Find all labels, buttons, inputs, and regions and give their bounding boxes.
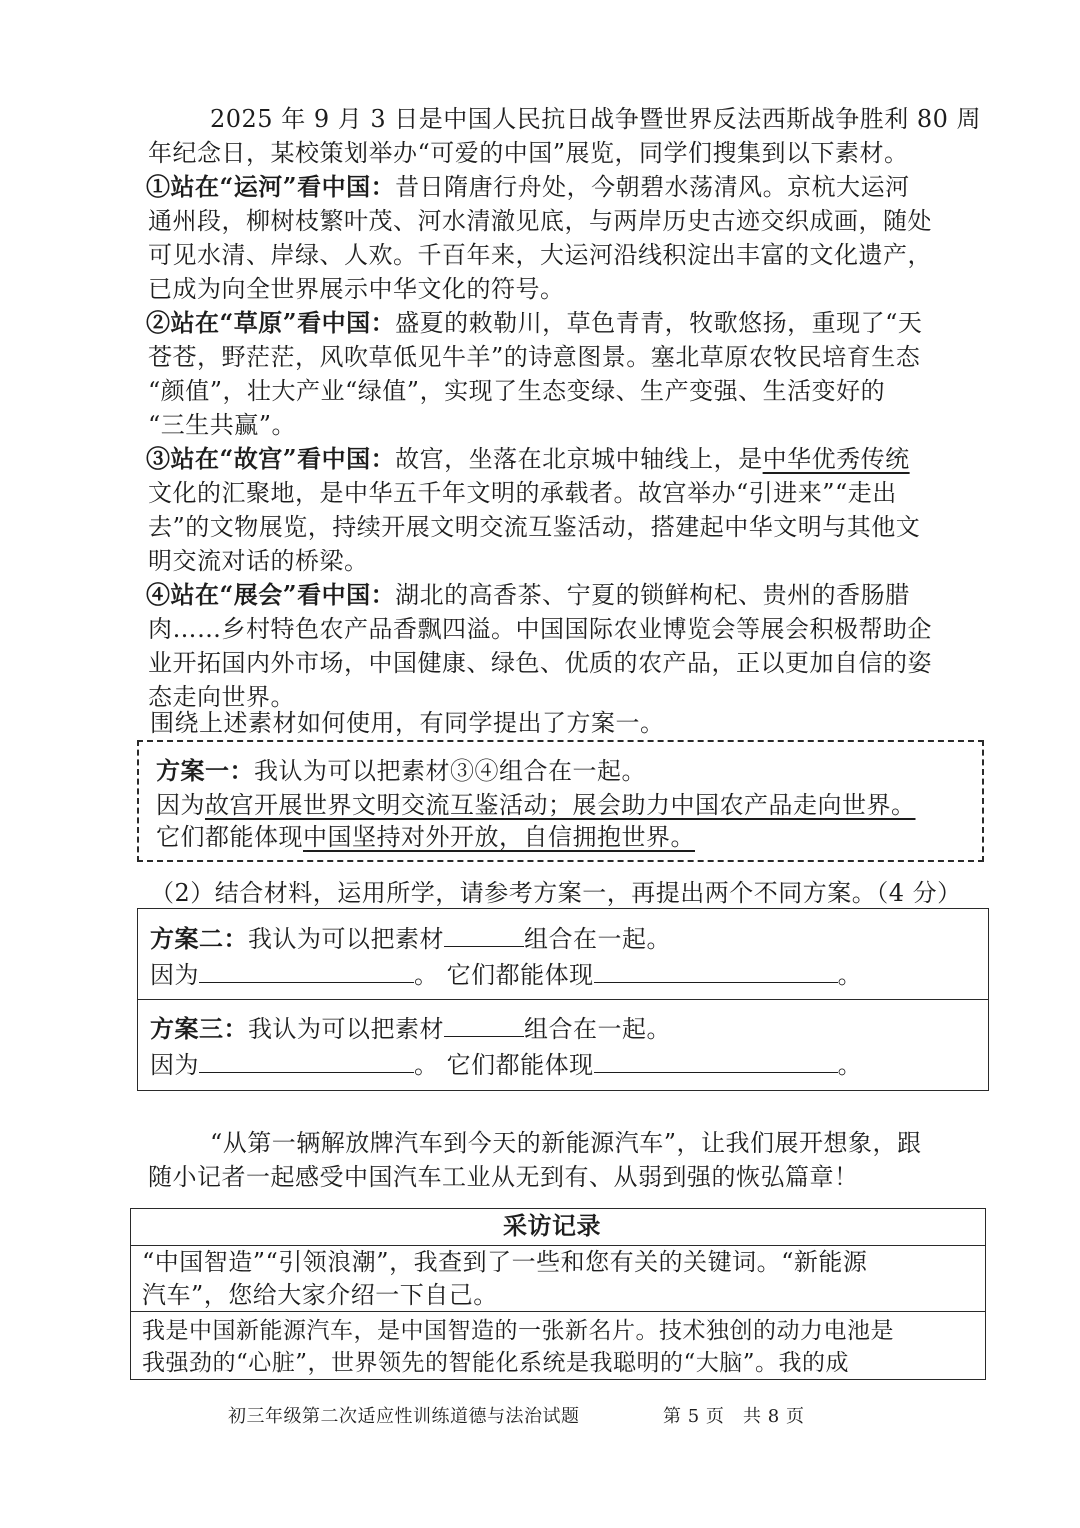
plan-1-conclusion: 中国坚持对外开放，自信拥抱世界。 [303,823,695,851]
material-1-text-1: 昔日隋唐行舟处，今朝碧水荡清风。京杭大运河 [395,173,910,201]
plan-2-materials-blank[interactable] [444,924,524,947]
material-4-text-1: 湖北的高香茶、宁夏的锁鲜枸杞、贵州的香肠腊 [395,581,910,609]
material-4-line-2: 肉……乡村特色农产品香飘四溢。中国国际农业博览会等展会积极帮助企 [148,615,932,643]
plan-1-line-1 [156,756,646,786]
material-1-line-1 [146,172,910,202]
plan-3-reflect: 。 它们都能体现 [414,1051,594,1079]
material-1-line-2: 通州段，柳树枝繁叶茂、河水清澈见底，与两岸历史古迹交织成画，随处 [148,207,932,235]
plan-3-text-2: 组合在一起。 [524,1015,671,1043]
passage-line-1: “从第一辆解放牌汽车到今天的新能源汽车”，让我们展开想象，跟 [210,1129,922,1157]
material-2-title: ②站在“草原”看中国： [146,308,396,337]
plan-3-line-1 [150,1014,671,1044]
material-2-line-3: “颜值”，壮大产业“绿值”，实现了生态变绿、生产变强、生活变好的 [148,377,886,405]
plan-1-reason: 故宫开展世界文明交流互鉴活动；展会助力中国农产品走向世界。 [205,791,916,819]
material-3-line-1 [146,444,910,474]
interview-question-line-1: “中国智造”“引领浪潮”，我查到了一些和您有关的关键词。“新能源 [142,1248,868,1276]
material-4-line-4: 态走向世界。 [148,683,295,711]
plan-3-reason-blank[interactable] [199,1050,414,1073]
interview-title: 采访记录 [503,1211,601,1240]
material-1-line-4: 已成为向全世界展示中华文化的符号。 [148,275,565,303]
material-2-text-1: 盛夏的敕勒川，草色青青，牧歌悠扬，重现了“天 [395,309,923,337]
plan-3-materials-blank[interactable] [444,1014,524,1037]
plan-2-title: 方案二： [150,924,248,953]
plan-2-end: 。 [837,961,863,989]
plan-1-line-2 [156,790,916,820]
plan-3-title: 方案三： [150,1014,248,1043]
material-3-line-4: 明交流对话的桥梁。 [148,547,369,575]
material-1-title: ①站在“运河”看中国： [146,172,396,201]
material-3-underlined-text: 中华优秀传统 [762,445,910,473]
plan-3-end: 。 [837,1051,863,1079]
material-2-line-1 [146,308,922,338]
plan-2-conclusion-blank[interactable] [594,960,838,983]
passage-line-2: 随小记者一起感受中国汽车工业从无到有、从弱到强的恢弘篇章！ [148,1163,859,1191]
footer-page-number: 第 5 页 共 8 页 [663,1406,805,1427]
material-3-title: ③站在“故宫”看中国： [146,444,396,473]
material-3-line-3: 去”的文物展览，持续开展文明交流互鉴活动，搭建起中华文明与其他文 [148,513,921,541]
plan-2-reflect: 。 它们都能体现 [414,961,594,989]
plan-3-line-2 [150,1050,862,1080]
material-3-line-2: 文化的汇聚地，是中华五千年文明的承载者。故宫举办“引进来”“走出 [148,479,897,507]
plan-1-text-1: 我认为可以把素材③④组合在一起。 [254,757,646,785]
interview-divider-2 [131,1311,985,1312]
material-2-line-4: “三生共赢”。 [148,411,297,439]
intro-line-1: 2025 年 9 月 3 日是中国人民抗日战争暨世界反法西斯战争胜利 80 周 [210,105,982,133]
material-1-line-3: 可见水清、岸绿、人欢。千百年来，大运河沿线积淀出丰富的文化遗产， [148,241,932,269]
plan-2-line-2 [150,960,862,990]
material-4-line-3: 业开拓国内外市场，中国健康、绿色、优质的农产品，正以更加自信的姿 [148,649,932,677]
plan-2-text-2: 组合在一起。 [524,925,671,953]
plan-prompt: 围绕上述素材如何使用，有同学提出了方案一。 [150,709,665,737]
plan-1-title: 方案一： [156,756,254,785]
intro-line-2: 年纪念日，某校策划举办“可爱的中国”展览，同学们搜集到以下素材。 [148,139,909,167]
interview-answer-line-1: 我是中国新能源汽车，是中国智造的一张新名片。技术独创的动力电池是 [142,1318,894,1344]
plan-2-because: 因为 [150,961,199,989]
footer-exam-title: 初三年级第二次适应性训练道德与法治试题 [228,1406,580,1427]
question-2: （2）结合材料，运用所学，请参考方案一，再提出两个不同方案。（4 分） [150,879,962,907]
material-4-title: ④站在“展会”看中国： [146,580,396,609]
plan-3-because: 因为 [150,1051,199,1079]
interview-question-line-2: 汽车”，您给大家介绍一下自己。 [142,1281,498,1309]
interview-answer-line-2: 我强劲的“心脏”，世界领先的智能化系统是我聪明的“大脑”。我的成 [142,1350,850,1376]
plan-1-reflect: 它们都能体现 [156,823,303,851]
interview-divider-1 [131,1245,985,1246]
plan-3-conclusion-blank[interactable] [594,1050,838,1073]
plan-2-text-1: 我认为可以把素材 [248,925,444,953]
material-2-line-2: 苍苍，野茫茫，风吹草低见牛羊”的诗意图景。塞北草原农牧民培育生态 [148,343,921,371]
plan-2-reason-blank[interactable] [199,960,414,983]
plan-1-because: 因为 [156,791,205,819]
plan-3-text-1: 我认为可以把素材 [248,1015,444,1043]
plan-1-line-3 [156,822,695,852]
material-3-text-1a: 故宫，坐落在北京城中轴线上，是 [395,445,763,473]
plan-2-line-1 [150,924,671,954]
material-4-line-1 [146,580,910,610]
